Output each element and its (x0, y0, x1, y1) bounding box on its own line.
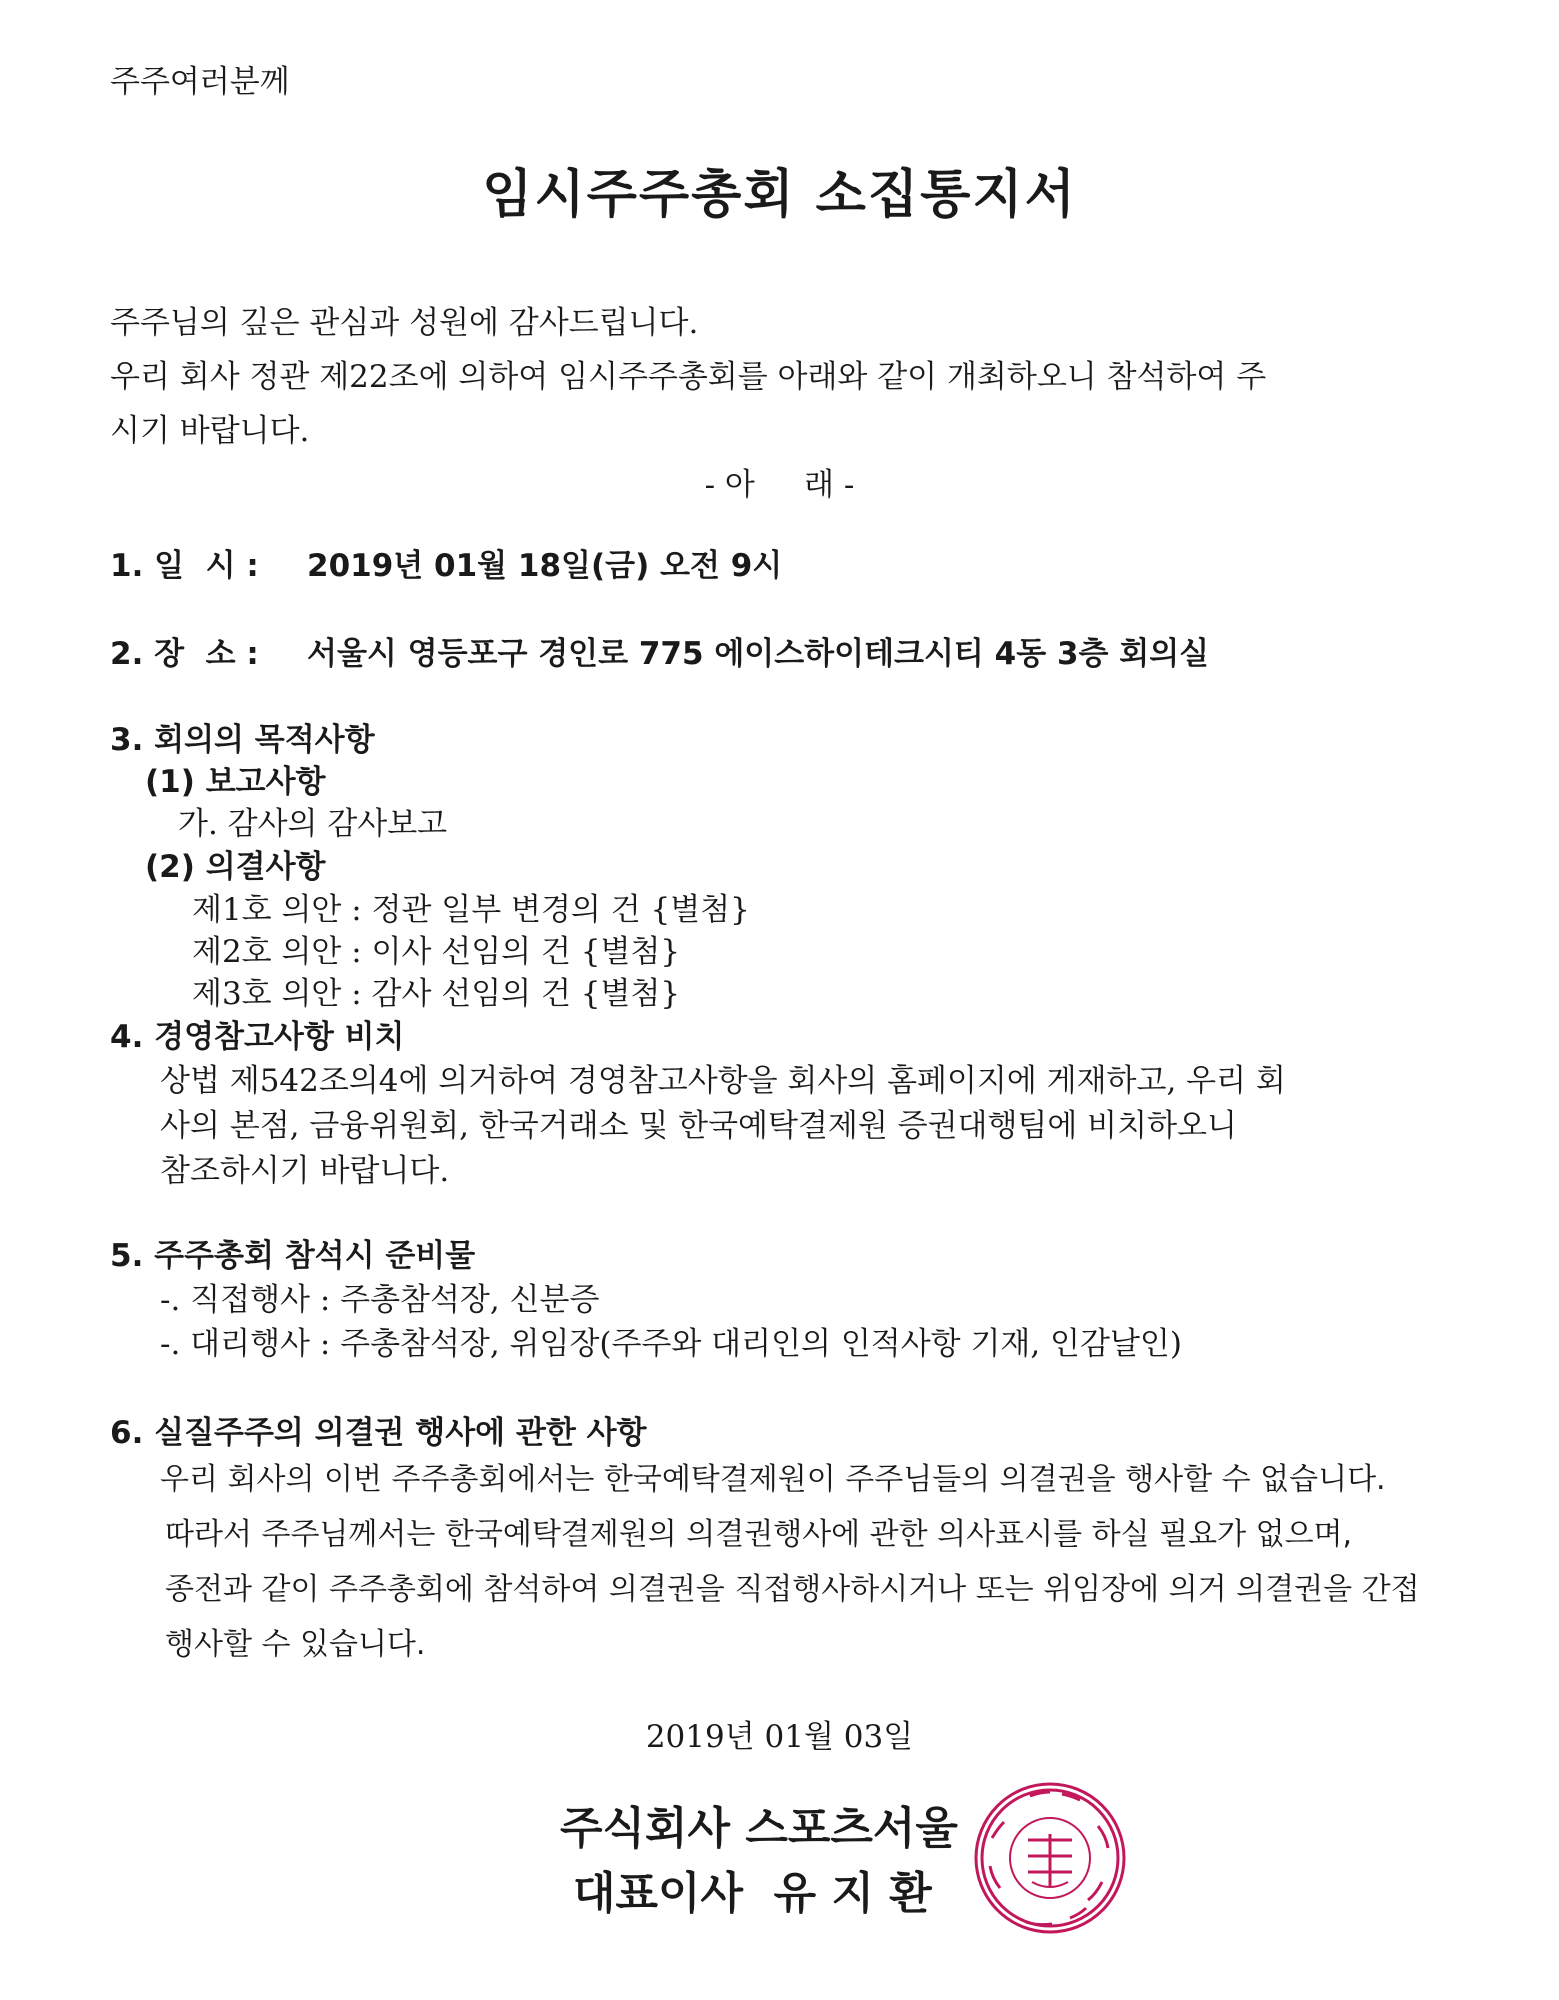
greeting-line-2: 우리 회사 정관 제22조에 의하여 임시주주총회를 아래와 같이 개최하오니 참석하여 주 (110, 359, 1267, 395)
preparation-line: -. 대리행사 : 주총참석장, 위임장(주주와 대리인의 인적사항 기재, 인감날인) (160, 1326, 1182, 1362)
report-item: 가. 감사의 감사보고 (178, 806, 448, 842)
preparation-heading: 5. 주주총회 참석시 준비물 (110, 1238, 476, 1274)
voting-line: 종전과 같이 주주총회에 참석하여 의결권을 직접행사하시거나 또는 위임장에 의거 의결권을 간접 (165, 1572, 1420, 1607)
representative-name: 대표이사 유 지 환 (573, 1868, 932, 1919)
voting-heading: 6. 실질주주의 의결권 행사에 관한 사항 (110, 1415, 647, 1451)
preparation-line: -. 직접행사 : 주총참석장, 신분증 (160, 1282, 600, 1318)
voting-line: 따라서 주주님께서는 한국예탁결제원의 의결권행사에 관한 의사표시를 하실 필요가 없으며, (165, 1517, 1353, 1552)
resolution-item: 제1호 의안 : 정관 일부 변경의 건 {별첨} (192, 892, 750, 928)
company-name: 주식회사 스포츠서울 (560, 1803, 958, 1854)
report-heading: (1) 보고사항 (145, 764, 326, 800)
voting-line: 행사할 수 있습니다. (165, 1627, 426, 1662)
voting-line: 우리 회사의 이번 주주총회에서는 한국예탁결제원이 주주님들의 의결권을 행사할 수 없습니다. (160, 1462, 1386, 1497)
document-title: 임시주주총회 소집통지서 (482, 165, 1077, 225)
reference-line: 참조하시기 바랍니다. (160, 1153, 450, 1189)
place-value: 서울시 영등포구 경인로 775 에이스하이테크시티 4동 3층 회의실 (307, 636, 1210, 672)
resolution-item: 제3호 의안 : 감사 선임의 건 {별첨} (192, 976, 681, 1012)
notice-heading: - 아 래 - (704, 467, 855, 503)
document-date: 2019년 01월 03일 (645, 1719, 914, 1755)
resolution-item: 제2호 의안 : 이사 선임의 건 {별첨} (192, 934, 681, 970)
datetime-value: 2019년 01월 18일(금) 오전 9시 (307, 548, 783, 584)
company-seal-icon (970, 1778, 1130, 1938)
reference-line: 상법 제542조의4에 의거하여 경영참고사항을 회사의 홈페이지에 게재하고, 우리 회 (160, 1063, 1286, 1099)
purpose-heading: 3. 회의의 목적사항 (110, 722, 375, 758)
greeting-line-3: 시기 바랍니다. (110, 413, 310, 449)
recipient-line: 주주여러분께 (110, 64, 290, 100)
reference-line: 사의 본점, 금융위원회, 한국거래소 및 한국예탁결제원 증권대행팀에 비치하오니 (160, 1108, 1237, 1144)
place-label: 2. 장 소 : (110, 636, 259, 672)
resolution-heading: (2) 의결사항 (145, 849, 326, 885)
reference-heading: 4. 경영참고사항 비치 (110, 1019, 405, 1055)
datetime-label: 1. 일 시 : (110, 548, 259, 584)
greeting-line-1: 주주님의 깊은 관심과 성원에 감사드립니다. (110, 305, 699, 341)
